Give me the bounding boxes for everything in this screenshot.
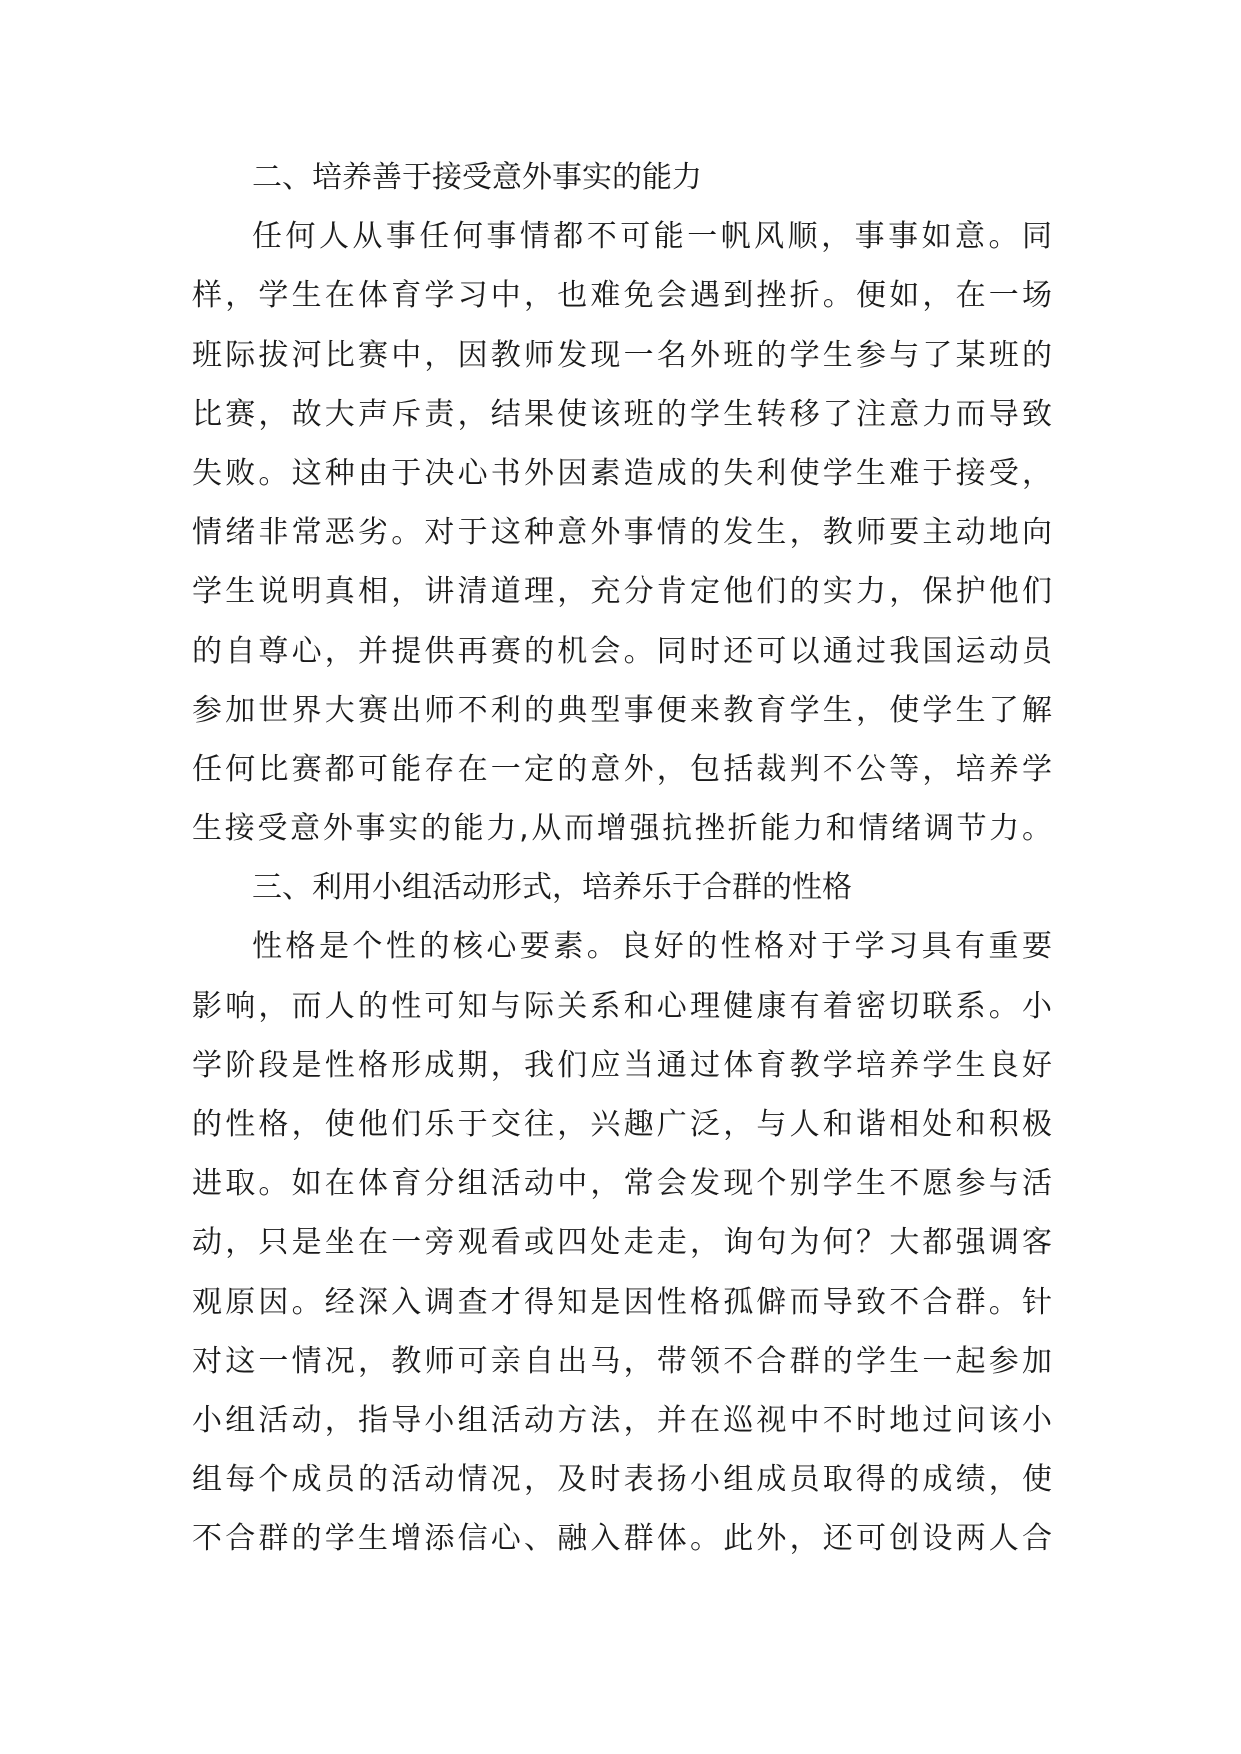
paragraph-line: 样，学生在体育学习中，也难免会遇到挫折。便如，在一场 bbox=[192, 278, 1052, 314]
section-heading-2: 二、培养善于接受意外事实的能力 bbox=[252, 160, 702, 195]
paragraph-line: 生接受意外事实的能力,从而增强抗挫折能力和情绪调节力。 bbox=[192, 811, 1052, 847]
paragraph-line: 进取。如在体育分组活动中，常会发现个别学生不愿参与活 bbox=[192, 1166, 1052, 1202]
paragraph-line: 观原因。经深入调查才得知是因性格孤僻而导致不合群。针 bbox=[192, 1284, 1052, 1320]
paragraph-line: 动，只是坐在一旁观看或四处走走，询句为何？大都强调客 bbox=[192, 1225, 1052, 1261]
paragraph-line: 失败。这种由于决心书外因素造成的失利使学生难于接受， bbox=[192, 455, 1052, 491]
paragraph-line: 的性格，使他们乐于交往，兴趣广泛，与人和谐相处和积极 bbox=[192, 1107, 1052, 1142]
paragraph-line: 的自尊心，并提供再赛的机会。同时还可以通过我国运动员 bbox=[192, 633, 1052, 669]
paragraph-line: 学阶段是性格形成期，我们应当通过体育教学培养学生良好 bbox=[192, 1047, 1052, 1083]
paragraph-line: 任何比赛都可能存在一定的意外，包括裁判不公等，培养学 bbox=[192, 751, 1052, 787]
section-heading-3: 三、利用小组活动形式，培养乐于合群的性格 bbox=[252, 870, 852, 906]
paragraph-line: 比赛，故大声斥责，结果使该班的学生转移了注意力而导致 bbox=[192, 396, 1052, 432]
paragraph-line: 组每个成员的活动情况，及时表扬小组成员取得的成绩，使 bbox=[192, 1462, 1052, 1498]
paragraph-line: 参加世界大赛出师不利的典型事便来教育学生，使学生了解 bbox=[192, 692, 1052, 728]
paragraph-line: 情绪非常恶劣。对于这种意外事情的发生，教师要主动地向 bbox=[192, 515, 1052, 551]
paragraph-line: 不合群的学生增添信心、融入群体。此外，还可创设两人合 bbox=[192, 1521, 1052, 1557]
paragraph-line: 学生说明真相，讲清道理，充分肯定他们的实力，保护他们 bbox=[192, 574, 1052, 610]
body-text bbox=[192, 148, 1052, 1569]
paragraph-line: 小组活动，指导小组活动方法，并在巡视中不时地过问该小 bbox=[192, 1402, 1052, 1438]
paragraph-line: 影响，而人的性可知与际关系和心理健康有着密切联系。小 bbox=[192, 988, 1052, 1024]
paragraph-line: 任何人从事任何事情都不可能一帆风顺，事事如意。同 bbox=[252, 219, 1052, 255]
paragraph-line: 性格是个性的核心要素。良好的性格对于学习具有重要 bbox=[252, 929, 1052, 965]
paragraph-line: 对这一情况，教师可亲自出马，带领不合群的学生一起参加 bbox=[192, 1343, 1052, 1379]
paragraph-line: 班际拔河比赛中，因教师发现一名外班的学生参与了某班的 bbox=[192, 337, 1052, 373]
